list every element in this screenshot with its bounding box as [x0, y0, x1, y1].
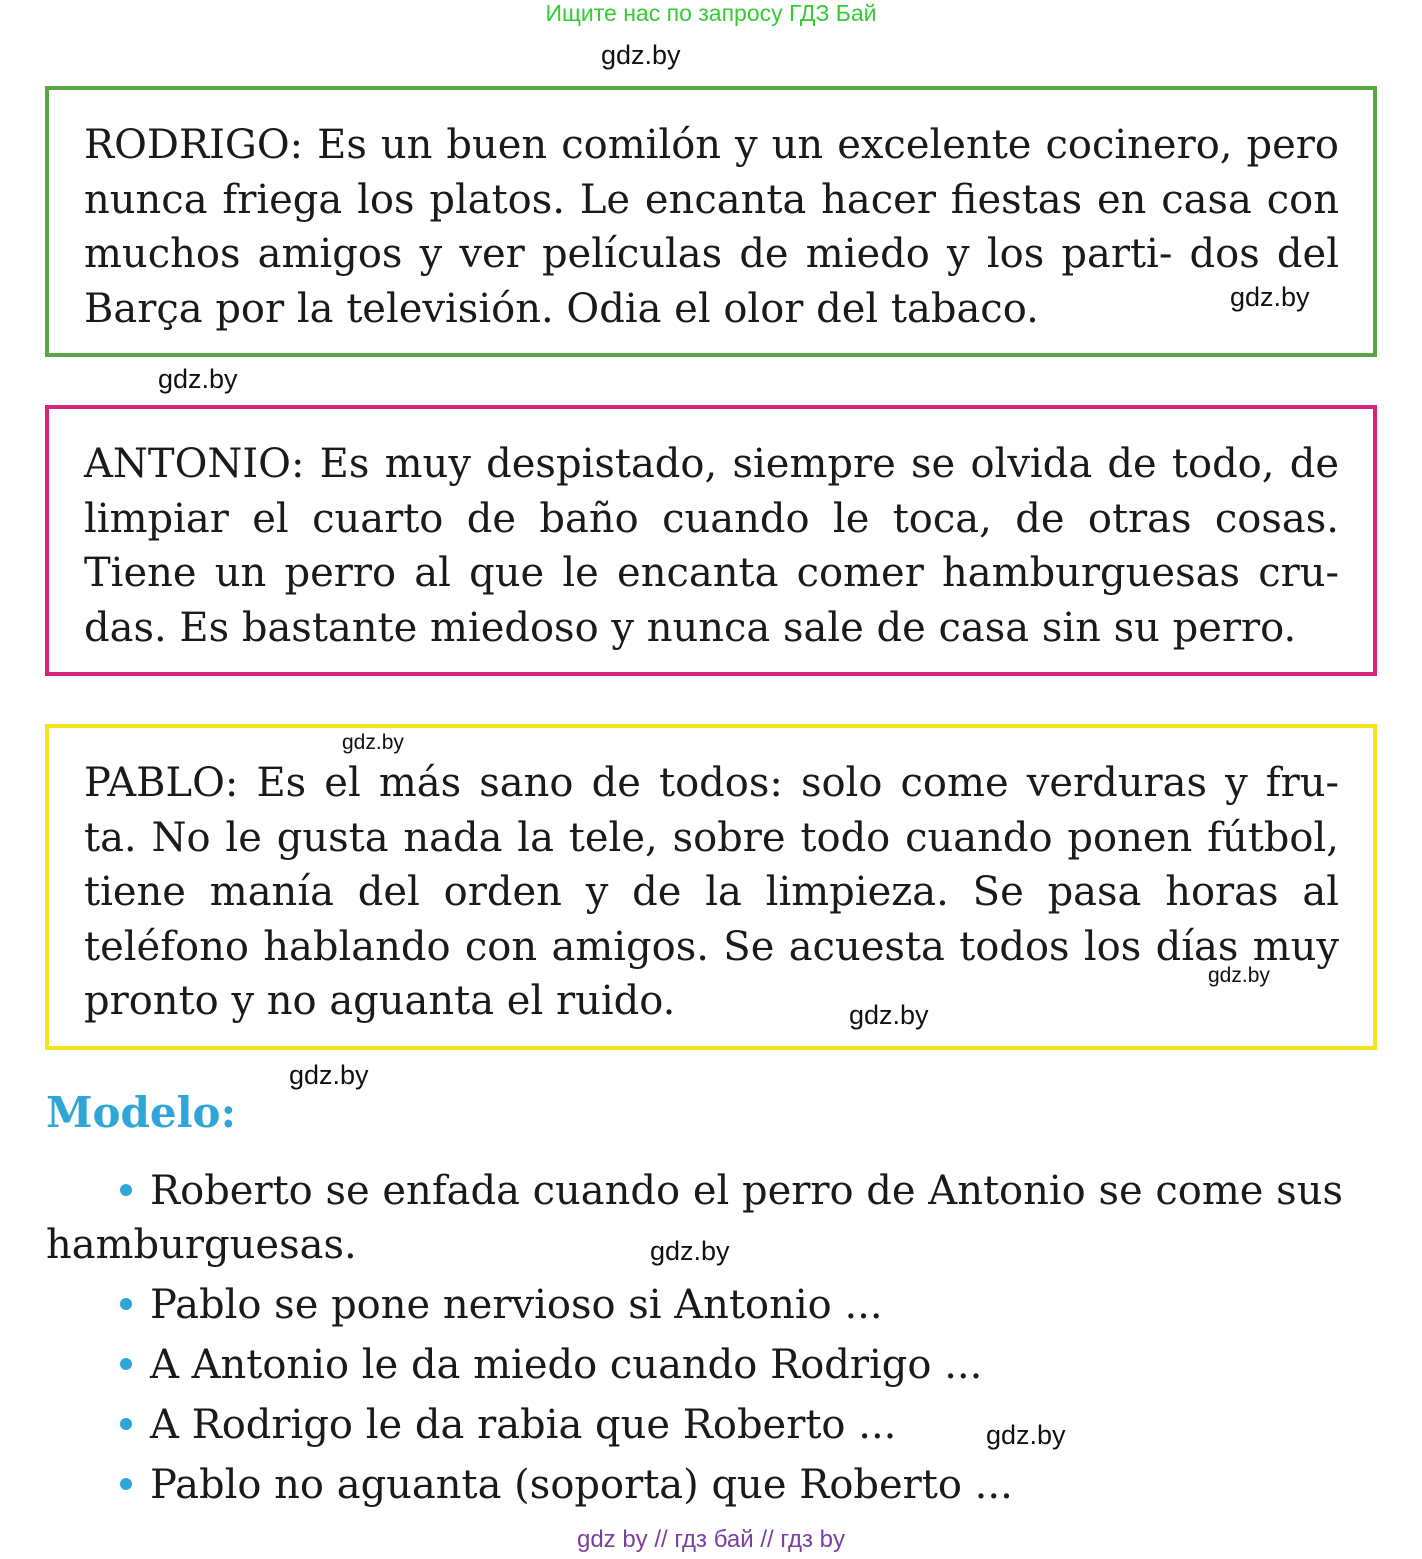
watermark: gdz.by: [601, 40, 681, 70]
list-item: [46, 1398, 1382, 1452]
watermark: gdz.by: [1208, 964, 1270, 987]
example-text: Roberto se enfada cuando el perro de Antonio se come sus hamburguesas.: [46, 1168, 1343, 1268]
bullet-icon: [120, 1298, 132, 1310]
pablo-text: PABLO: Es el más sano de todos: solo come verduras y fru- ta. No le gusta nada la tele, sobre todo cuando ponen fútbol, tiene manía del orden y de la limpieza. Se pasa horas al teléfono hablando con amigos. Se acuesta todos los días muy pronto y no aguanta el ruido.: [84, 760, 1339, 1024]
watermark: gdz.by: [1230, 282, 1310, 312]
list-item: [46, 1338, 1382, 1392]
modelo-examples: [46, 1164, 1382, 1512]
watermark: gdz.by: [849, 1000, 929, 1030]
rodrigo-text: RODRIGO: Es un buen comilón y un excelente cocinero, pero nunca friega los platos. Le encanta hacer fiestas en casa con muchos amigos y ver películas de miedo y los parti- dos del Barça por la televisión. Odia el olor del tabaco.: [84, 122, 1339, 332]
watermark: gdz.by: [342, 731, 404, 754]
list-item-text: A Rodrigo le da rabia que Roberto ...: [150, 1402, 897, 1448]
watermark: gdz.by: [986, 1420, 1066, 1450]
bullet-icon: [120, 1358, 132, 1370]
list-item-text: A Antonio le da miedo cuando Rodrigo ...: [150, 1342, 983, 1388]
list-item-text: Pablo se pone nervioso si Antonio ...: [150, 1282, 883, 1328]
bullet-icon: [120, 1418, 132, 1430]
top-banner: Ищите нас по запросу ГДЗ Бай: [545, 0, 877, 26]
bullet-icon: [120, 1478, 132, 1490]
list-item-text: Pablo no aguanta (soporta) que Roberto ...: [150, 1462, 1013, 1508]
antonio-text: ANTONIO: Es muy despistado, siempre se olvida de todo, de limpiar el cuarto de baño cuando le toca, de otras cosas. Tiene un perro al que le encanta comer hamburguesas cru- das. Es bastante miedoso y nunca sale de casa sin su perro.: [84, 441, 1339, 651]
antonio-box: [45, 405, 1377, 676]
footer-links: gdz by // гдз бай // гдз by: [576, 1526, 846, 1553]
modelo-title: Modelo:: [46, 1088, 237, 1137]
watermark: gdz.by: [650, 1236, 730, 1266]
watermark: gdz.by: [289, 1060, 369, 1090]
bullet-icon: [120, 1184, 132, 1196]
list-item: [46, 1278, 1382, 1332]
watermark: gdz.by: [158, 364, 238, 394]
list-item: [46, 1458, 1382, 1512]
rodrigo-box: [45, 86, 1377, 357]
pablo-box: [45, 724, 1377, 1050]
